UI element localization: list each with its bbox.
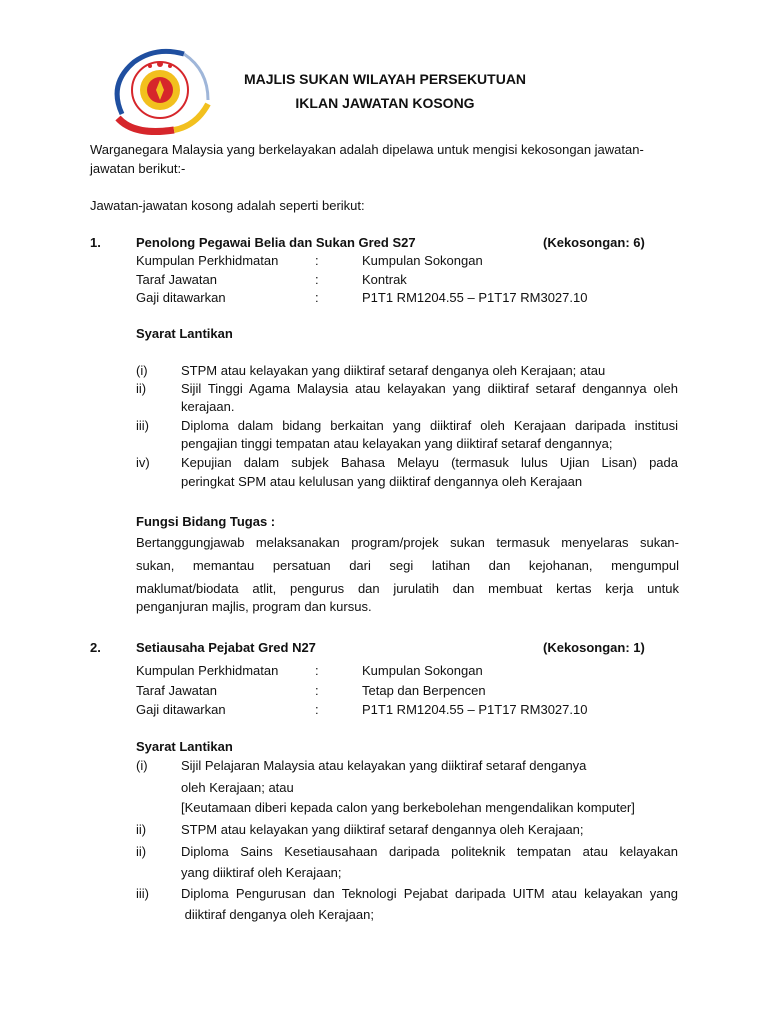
- detail-label: Gaji ditawarkan: [136, 290, 226, 305]
- syarat-line: Kepujian dalam subjek Bahasa Melayu (termasuk lulus Ujian Lisan) pada: [181, 455, 678, 470]
- fungsi-line: maklumat/biodata atlit, pengurus dan jurulatih dan membuat kertas kerja untuk: [136, 581, 679, 596]
- detail-label: Gaji ditawarkan: [136, 702, 226, 717]
- detail-label: Kumpulan Perkhidmatan: [136, 253, 279, 268]
- syarat-line: Sijil Pelajaran Malaysia atau kelayakan yang diiktiraf setaraf denganya: [181, 758, 587, 773]
- syarat-heading: Syarat Lantikan: [136, 739, 233, 754]
- detail-separator: :: [315, 272, 319, 287]
- detail-separator: :: [315, 663, 319, 678]
- detail-separator: :: [315, 702, 319, 717]
- detail-label: Taraf Jawatan: [136, 272, 217, 287]
- syarat-line: peringkat SPM atau kelulusan yang diiktiraf dengannya oleh Kerajaan: [181, 474, 583, 489]
- fungsi-heading: Fungsi Bidang Tugas :: [136, 514, 276, 529]
- syarat-number: iv): [136, 455, 150, 470]
- syarat-number: iii): [136, 886, 149, 901]
- syarat-number: ii): [136, 844, 147, 859]
- fungsi-line: Bertanggungjawab melaksanakan program/projek sukan termasuk menyelaras sukan-: [136, 535, 679, 550]
- document-title: MAJLIS SUKAN WILAYAH PERSEKUTUAN: [243, 71, 527, 87]
- detail-value: P1T1 RM1204.55 – P1T17 RM3027.10: [362, 290, 588, 305]
- detail-value: Kumpulan Sokongan: [362, 663, 483, 678]
- fungsi-line: sukan, memantau persatuan dari segi latihan dan kejohanan, mengumpul: [136, 558, 679, 573]
- syarat-line: Diploma Sains Kesetiausahaan daripada politeknik tempatan atau kelayakan: [181, 844, 678, 859]
- job-vacancy: (Kekosongan: 1): [543, 640, 645, 655]
- syarat-number: (i): [136, 363, 148, 378]
- syarat-line: STPM atau kelayakan yang diiktiraf setaraf denganya oleh Kerajaan; atau: [181, 363, 606, 378]
- list-intro: Jawatan-jawatan kosong adalah seperti berikut:: [90, 198, 365, 213]
- document-subtitle: IKLAN JAWATAN KOSONG: [295, 95, 475, 111]
- detail-label: Taraf Jawatan: [136, 683, 217, 698]
- job-title: Penolong Pegawai Belia dan Sukan Gred S27: [136, 235, 416, 250]
- job-number: 1.: [90, 235, 101, 250]
- detail-value: Kontrak: [362, 272, 407, 287]
- detail-separator: :: [315, 290, 319, 305]
- intro-line-1: Warganegara Malaysia yang berkelayakan adalah dipelawa untuk mengisi kekosongan jawatan-: [90, 142, 644, 157]
- msw-logo-icon: [104, 44, 216, 136]
- syarat-number: ii): [136, 381, 147, 396]
- intro-line-2: jawatan berikut:-: [90, 161, 186, 176]
- detail-separator: :: [315, 683, 319, 698]
- detail-value: Kumpulan Sokongan: [362, 253, 483, 268]
- syarat-number: iii): [136, 418, 149, 433]
- syarat-number: (i): [136, 758, 148, 773]
- syarat-line: Diploma Pengurusan dan Teknologi Pejabat daripada UITM atau kelayakan yang: [181, 886, 678, 901]
- job-title: Setiausaha Pejabat Gred N27: [136, 640, 316, 655]
- syarat-line: kerajaan.: [181, 399, 235, 414]
- syarat-line: yang diiktiraf oleh Kerajaan;: [181, 865, 342, 880]
- fungsi-line: penganjuran majlis, program dan kursus.: [136, 599, 372, 614]
- job-vacancy: (Kekosongan: 6): [543, 235, 645, 250]
- job-number: 2.: [90, 640, 101, 655]
- syarat-line: diiktiraf denganya oleh Kerajaan;: [181, 907, 374, 922]
- detail-separator: :: [315, 253, 319, 268]
- syarat-line: Sijil Tinggi Agama Malaysia atau kelayakan yang diiktiraf setaraf dengannya oleh: [181, 381, 678, 396]
- syarat-line: oleh Kerajaan; atau: [181, 780, 294, 795]
- detail-value: Tetap dan Berpencen: [362, 683, 486, 698]
- syarat-number: ii): [136, 822, 147, 837]
- syarat-heading: Syarat Lantikan: [136, 326, 233, 341]
- syarat-line: [Keutamaan diberi kepada calon yang berkebolehan mengendalikan komputer]: [181, 800, 635, 815]
- syarat-line: Diploma dalam bidang berkaitan yang diiktiraf oleh Kerajaan daripada institusi: [181, 418, 678, 433]
- syarat-line: STPM atau kelayakan yang diiktiraf setaraf dengannya oleh Kerajaan;: [181, 822, 584, 837]
- detail-label: Kumpulan Perkhidmatan: [136, 663, 279, 678]
- syarat-line: pengajian tinggi tempatan atau kelayakan yang diiktiraf setaraf dengannya;: [181, 436, 613, 451]
- detail-value: P1T1 RM1204.55 – P1T17 RM3027.10: [362, 702, 588, 717]
